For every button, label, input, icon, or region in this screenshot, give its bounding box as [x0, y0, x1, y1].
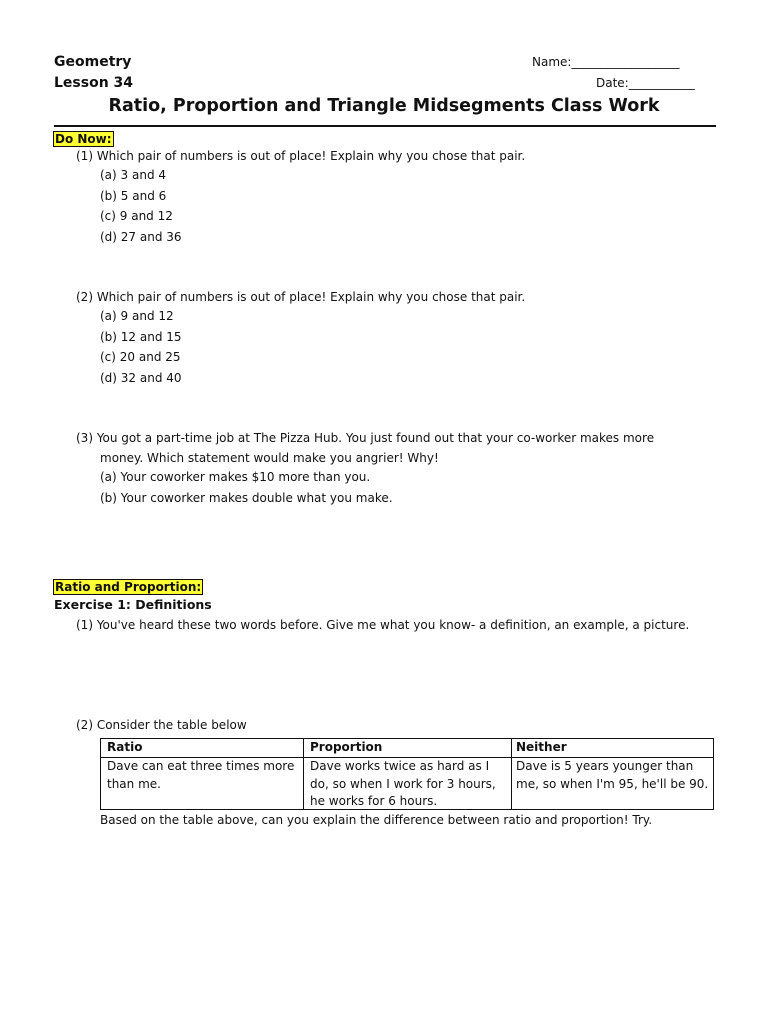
- ratio-proportion-table: [100, 738, 714, 810]
- question-2-option-a: (a) 9 and 12: [100, 309, 174, 323]
- question-3-option-a: (a) Your coworker makes $10 more than you.: [100, 470, 371, 484]
- question-2-option-c: (c) 20 and 25: [100, 350, 181, 364]
- question-1-option-c: (c) 9 and 12: [100, 209, 173, 223]
- question-2-prompt: (2) Which pair of numbers is out of place! Explain why you chose that pair.: [76, 290, 526, 304]
- do-now-label: Do Now:: [55, 132, 112, 146]
- question-1-option-a: (a) 3 and 4: [100, 168, 167, 182]
- question-3-prompt-line-2: money. Which statement would make you angrier! Why!: [100, 451, 439, 465]
- title-divider: [54, 125, 716, 127]
- table-cell-neither: Dave is 5 years younger than me, so when I'm 95, he'll be 90.: [516, 759, 709, 791]
- question-1-option-d: (d) 27 and 36: [100, 230, 182, 244]
- question-1-prompt: (1) Which pair of numbers is out of place! Explain why you chose that pair.: [76, 149, 526, 163]
- question-2-option-d: (d) 32 and 40: [100, 371, 182, 385]
- table-column-divider: [511, 739, 512, 809]
- name-field-label: Name:__________________: [532, 55, 680, 69]
- table-header-neither: Neither: [516, 740, 567, 754]
- question-3-prompt-line-1: (3) You got a part-time job at The Pizza Hub. You just found out that your co-worker makes more: [76, 431, 655, 445]
- ratio-proportion-label: Ratio and Proportion:: [55, 580, 202, 594]
- question-1-option-b: (b) 5 and 6: [100, 189, 167, 203]
- do-now-section: [53, 128, 114, 147]
- exercise-1-question-1: (1) You've heard these two words before. Give me what you know- a definition, an example, a picture.: [76, 618, 690, 632]
- question-3-option-b: (b) Your coworker makes double what you make.: [100, 491, 393, 505]
- table-header-ratio: Ratio: [107, 740, 143, 754]
- table-header-proportion: Proportion: [310, 740, 383, 754]
- exercise-1-title: Exercise 1: Definitions: [54, 597, 212, 612]
- subject-label: Geometry: [54, 54, 132, 70]
- ratio-proportion-section: [53, 576, 203, 595]
- date-field-label: Date:___________: [596, 76, 695, 90]
- worksheet-title: Ratio, Proportion and Triangle Midsegments Class Work: [108, 96, 660, 116]
- lesson-label: Lesson 34: [54, 75, 134, 91]
- table-followup-question: Based on the table above, can you explain the difference between ratio and proportion! Try.: [100, 813, 653, 827]
- table-cell-ratio: Dave can eat three times more than me.: [107, 759, 295, 791]
- question-2-option-b: (b) 12 and 15: [100, 330, 182, 344]
- table-column-divider: [303, 739, 304, 809]
- exercise-1-question-2: (2) Consider the table below: [76, 718, 247, 732]
- table-cell-proportion: Dave works twice as hard as I do, so when I work for 3 hours, he works for 6 hours.: [310, 759, 496, 808]
